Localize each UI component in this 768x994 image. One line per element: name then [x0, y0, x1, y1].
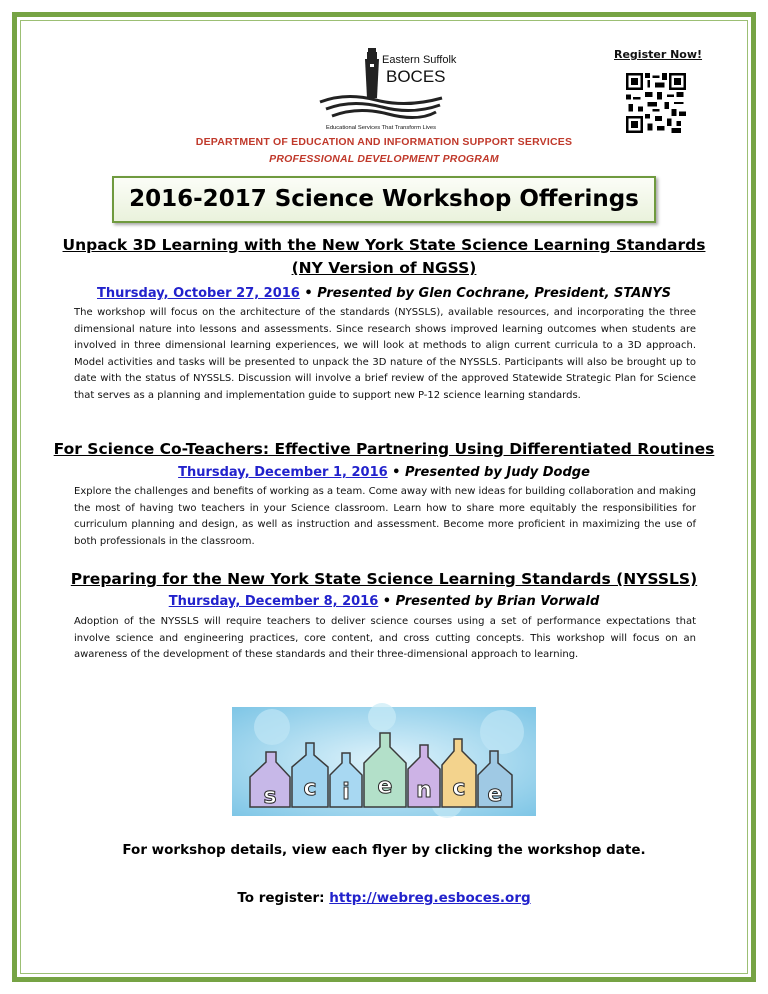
science-letter-3: i: [342, 780, 350, 805]
science-letter-2: c: [303, 776, 317, 801]
science-letter-4: e: [377, 774, 393, 799]
science-letter-1: s: [263, 784, 277, 809]
workshop-3-title: Preparing for the New York State Science Learning Standards (NYSSLS): [70, 570, 698, 588]
workshop-details-note: For workshop details, view each flyer by clicking the workshop date.: [122, 842, 646, 858]
register-now-label: Register Now!: [614, 48, 703, 61]
logo-tagline: Educational Services That Transform Lives: [325, 125, 437, 131]
workshop-3-dateline: [40, 593, 728, 611]
workshop-2-description: Explore the challenges and benefits of working as a team. Come away with new ideas for building collaboration and making the most of having two teachers in your Science classroom. Learn how to share more equitably the responsibilities for curriculum planning and design, as well as instruction and assessment. Become more proficient in maximizing the use of both professionals in the classroom.: [74, 486, 696, 547]
register-line: [0, 890, 768, 906]
science-letter-6: c: [452, 776, 466, 801]
workshop-1-title-line2: (NY Version of NGSS): [291, 259, 477, 277]
qr-code-icon[interactable]: [626, 73, 686, 133]
register-url-link[interactable]: http://webreg.esboces.org: [329, 890, 531, 906]
workshop-1-presenter: • Presented by Glen Cochrane, President, STANYS: [299, 286, 671, 301]
eastern-suffolk-boces-logo: [316, 40, 457, 132]
workshop-3-description: Adoption of the NYSSLS will require teachers to deliver science courses using a set of performance expectations that involve science and engineering practices, core content, and cross cutting concepts. This workshop will focus on an awareness of the development of these standards and their three-dimensional approach to learning.: [74, 616, 696, 660]
department-line: DEPARTMENT OF EDUCATION AND INFORMATION SUPPORT SERVICES: [195, 136, 573, 148]
workshop-2-dateline: [40, 464, 728, 482]
workshop-3-presenter: • Presented by Brian Vorwald: [378, 594, 600, 609]
workshop-3-date-link[interactable]: Thursday, December 8, 2016: [168, 594, 379, 609]
workshop-2-date-link[interactable]: Thursday, December 1, 2016: [178, 465, 388, 480]
page-title: 2016-2017 Science Workshop Offerings: [112, 176, 656, 223]
workshop-1-title-line1: Unpack 3D Learning with the New York State Science Learning Standards: [62, 236, 706, 254]
science-flasks-image: [232, 707, 536, 816]
program-line: PROFESSIONAL DEVELOPMENT PROGRAM: [269, 153, 499, 165]
workshop-1-dateline: [40, 285, 728, 303]
workshop-1-description: The workshop will focus on the architecture of the standards (NYSSLS), available resources, and incorporating the three dimensional nature into lessons and assessments. Since research shows improved learning outcomes when students are involved in three dimensional learning experiences, we will look at methods to align current curricula to a 3D approach. Model activities and tasks will be presented to unpack the 3D nature of the NYSSLS. Participants will also be brought up to date with the status of NYSSLS. Discussion will involve a brief review of the approved Statewide Strategic Plan for Science that serves as a planning and implementation guide to support new P-12 science learning standards.: [74, 307, 696, 401]
science-letter-5: n: [416, 778, 432, 803]
workshop-2-presenter: • Presented by Judy Dodge: [387, 465, 590, 480]
logo-line2: BOCES: [386, 67, 446, 86]
register-label: To register:: [237, 890, 330, 906]
workshop-2-title: For Science Co-Teachers: Effective Partnering Using Differentiated Routines: [53, 440, 715, 458]
workshop-1-date-link[interactable]: Thursday, October 27, 2016: [97, 286, 300, 301]
logo-line1: Eastern Suffolk: [382, 54, 457, 66]
science-letter-7: e: [487, 782, 503, 807]
